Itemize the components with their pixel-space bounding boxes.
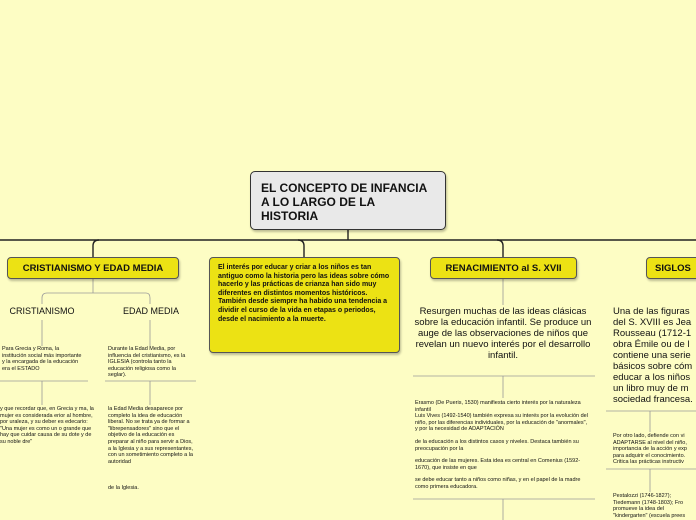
note-siglos-pestalozzi[interactable]: Pestalozzi (1746-1827); Tiedemann (1748-1803); Fro promueve la idea del "kindergarten" (escuela prees: [613, 493, 686, 519]
subtopic-edad-media[interactable]: EDAD MEDIA: [122, 306, 179, 316]
note-renacimiento-detail[interactable]: [415, 400, 591, 491]
subtopic-cristianismo[interactable]: CRISTIANISMO: [9, 306, 75, 316]
note-edad-media-educacion[interactable]: la Edad Media desaparece por completo la idea de educación liberal. No se trata ya de formar a "librepensadores" sino que el objetivo de la educación es preparar al niño para servir a Dios, a la Iglesia y a sus representantes, con un sometimiento completo a la autoridad: [108, 406, 193, 465]
note-renacimiento-niveles: de la educación a los distintos casos y niveles. Destaca también su preocupación por la: [415, 438, 579, 452]
note-renacimiento-main[interactable]: Resurgen muchas de las ideas clásicas sobre la educación infantil. Se produce un auge de las observaciones de niños que revelan un nuevo interés por el desarrollo infantil.: [414, 306, 592, 361]
note-siglos-adaptarse[interactable]: Por otro lado, defiende con vi ADAPTARSE al nivel del niño, importancia de la acción y exp para adquirir el conocimiento. Critica las prácticas instructiv: [613, 433, 687, 466]
note-renacimiento-madre: se debe educar tanto a niños como niñas, y en el papel de la madre como primera educadora.: [415, 477, 581, 490]
topic-intro-text[interactable]: El interés por educar y criar a los niños es tan antiguo como la historia pero las ideas sobre cómo hacerlo y las prácticas de crianza han sido muy diferentes en distintos momentos históricos. También desde siempre ha habido una tendencia a dividir el curso de la vida en etapas o periodos, desde el nacimiento a la muerte.: [209, 257, 400, 353]
topic-renacimiento[interactable]: RENACIMIENTO al S. XVII: [430, 257, 577, 279]
note-cristianismo-estado[interactable]: Para Grecia y Roma, la institución social más importante y la encargada de la educación era el ESTADO: [2, 346, 82, 372]
note-renacimiento-erasmo: Erasmo (De Pueris, 1530) manifiesta cierto interés por la naturaleza infantil: [415, 400, 581, 413]
topic-cristianismo-edad-media[interactable]: CRISTIANISMO Y EDAD MEDIA: [7, 257, 179, 279]
note-renacimiento-mujeres: educación de las mujeres. Esta idea es central en Comenius (1592-1670), que insiste en que: [415, 458, 581, 471]
note-siglos-main[interactable]: Una de las figuras del S. XVIII es Jea Rousseau (1712-1 obra Émile ou de l contiene una serie básicos sobre cóm educar a los niños un libro muy de m sociedad francesa.: [613, 306, 693, 405]
note-edad-media-iglesia[interactable]: Durante la Edad Media, por influencia del cristianismo, es la IGLESIA (controla tanto la educación religiosa como la seglar).: [108, 346, 186, 379]
note-edad-media-iglesia-2[interactable]: de la Iglesia.: [108, 485, 139, 491]
note-cristianismo-mujer[interactable]: y que recordar que, en Grecia y ma, la mujer es considerada erior al hombre, por uraleza, y su deber es edecario: "Una mujer es como un o grande que hay que cuidar causa de su dote y de su noble dre": [0, 406, 94, 445]
topic-siglos[interactable]: SIGLOS: [646, 257, 696, 279]
central-topic[interactable]: EL CONCEPTO DE INFANCIA A LO LARGO DE LA HISTORIA: [250, 171, 446, 230]
note-renacimiento-vives: Luis Vives (1492-1540) también expresa su interés por la evolución del niño, por las diferencias individuales, por la educación de "anormales", y por la necesidad de ADAPTACIÓN: [415, 413, 588, 433]
